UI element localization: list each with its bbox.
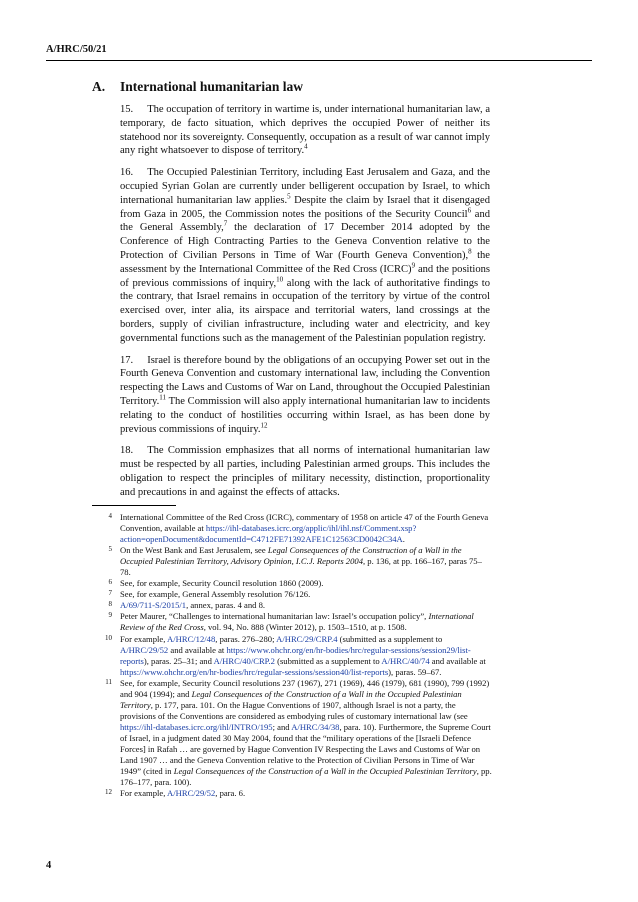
text-run: ), paras. 59–67. [388, 666, 442, 677]
section-letter: A. [92, 79, 106, 94]
reference-link[interactable]: A/69/711-S/2015/1 [120, 600, 187, 611]
paragraph-text [120, 104, 490, 156]
footnote-text [120, 600, 265, 610]
footnote-5 [92, 545, 492, 578]
text-run: , annex, paras. 4 and 8. [186, 600, 266, 611]
text-run: Israel is therefore bound by the obligations of an occupying Power set out in the Fourth Geneva Convention and customary international law, including the Convention respecting the Laws and Customs of War on Land, throughout the Occupied Palestinian Territory. [120, 354, 490, 407]
reference-link[interactable]: https://www.ohchr.org/en/hr-bodies/hrc/regular-sessions/session40/list-reports [120, 666, 389, 677]
footnote-11 [92, 678, 492, 788]
footnote-ref[interactable]: 9 [411, 261, 416, 270]
text-run: For example, [120, 633, 168, 644]
reference-link[interactable]: https://ihl-databases.icrc.org/ihl/INTRO/195 [120, 721, 273, 732]
text-run: The occupation of territory in wartime is, under international humanitarian law, a temporary, de facto situation, which deprives the occupied Power of neither its statehood nor its sovereignty. Consequently, occupation as a result of war cannot imply any right whatsoever to dispose of territory. [120, 104, 490, 157]
text-run: , paras. 276–280; [215, 633, 277, 644]
footnote-number: 10 [105, 633, 112, 642]
paragraph-number: 18. [120, 445, 134, 457]
footnote-number: 7 [108, 589, 112, 598]
text-run: See, for example, General Assembly resolution 76/126. [120, 589, 311, 600]
text-run: the assessment by the International Committee of the Red Cross (ICRC) [120, 249, 490, 275]
footnote-7 [92, 589, 492, 600]
footnote-text [120, 788, 245, 798]
text-run: , p. 177, para. 101. On the Hague Conventions of 1907, although Israel is not a party, the provisions of the Conventions are considered as embodying rules of customary international law (see [120, 699, 468, 721]
reference-link[interactable]: A/HRC/40/CRP.2 [213, 655, 275, 666]
reference-link[interactable]: A/HRC/29/52 [120, 644, 169, 655]
footnote-text [120, 589, 310, 599]
section-title: International humanitarian law [120, 79, 304, 94]
footnote-number: 11 [105, 677, 112, 686]
text-run: Despite the claim by Israel that it disengaged from Gaza in 2005, the Commission notes the positions of the Security Council [120, 194, 490, 220]
footnote-ref[interactable]: 10 [276, 275, 284, 284]
text-run: ), paras. 25–31; and [143, 655, 214, 666]
text-run: and the positions of previous commissions of inquiry, [120, 263, 490, 289]
text-run: and available at [168, 644, 227, 655]
header-rule [46, 60, 592, 61]
paragraph-17 [120, 354, 490, 437]
reference-link[interactable]: A/HRC/12/48 [167, 633, 216, 644]
footnote-8 [92, 600, 492, 611]
footnote-ref[interactable]: 8 [468, 247, 472, 256]
footnote-ref[interactable]: 6 [467, 206, 472, 215]
text-run: The Commission will also apply international humanitarian law to incidents relating to the conduct of hostilities occurring within Israel, as has been done by previous commissions of inquiry. [120, 395, 490, 435]
footnote-text [120, 678, 492, 787]
text-run: , p. 136, at pp. 166–167, paras 75–78. [120, 556, 482, 578]
text-run: The Commission emphasizes that all norms of international humanitarian law must be respected by all parties, including Palestinian armed groups. This includes the obligation to respect the principles of military necessity, distinction, proportionality and precautions in and against the effects of attacks. [120, 445, 490, 498]
paragraph-text [120, 445, 490, 497]
text-run: (submitted as a supplement to [337, 633, 443, 644]
page-number: 4 [46, 860, 52, 871]
paragraph-16 [120, 166, 490, 345]
footnote-number: 9 [108, 611, 112, 620]
text-run: The Occupied Palestinian Territory, including East Jerusalem and Gaza, and the occupied Syrian Golan are currently under belligerent occupation by Israel, to which international humanitarian law applies. [120, 167, 490, 206]
reference-link[interactable]: A/HRC/40/74 [381, 655, 430, 666]
section-heading [92, 79, 303, 95]
reference-link[interactable]: https://www.ohchr.org/en/hr-bodies/hrc/regular-sessions/session29/list-reports [120, 644, 471, 666]
text-run: On the West Bank and East Jerusalem, see [120, 545, 268, 556]
footnote-4 [92, 512, 492, 545]
document-symbol: A/HRC/50/21 [46, 44, 107, 55]
text-run: , pp. 176–177, para. 100). [120, 766, 492, 788]
paragraph-text [120, 355, 490, 435]
italic-title: International Review of the Red Cross [120, 611, 474, 633]
reference-link[interactable]: A/HRC/29/CRP.4 [276, 633, 338, 644]
footnotes [92, 512, 492, 799]
italic-title: Legal Consequences of the Construction of a Wall in the Occupied Palestinian Territory [120, 688, 462, 710]
text-run: For example, [120, 788, 168, 799]
paragraph-number: 15. [120, 104, 134, 115]
footnote-number: 5 [108, 545, 112, 554]
text-run: , vol. 94, No. 888 (Winter 2012), p. 1503–1510, at p. 1508. [203, 622, 407, 633]
footnote-text [120, 611, 474, 632]
footnote-text [120, 545, 482, 577]
footnote-ref[interactable]: 12 [260, 421, 268, 430]
text-run: along with the lack of authoritative findings to the contrary, that Israel remains in occupation of the territory by virtue of the control exercised over, inter alia, its airspace and territorial waters, land crossings at the borders, supply of civilian infrastructure, including water and electricity, and key governmental functions such as the management of the Palestinian population registry. [120, 277, 490, 344]
reference-link[interactable]: https://ihl-databases.icrc.org/applic/ihl/ihl.nsf/Comment.xsp?action=openDocument&documentId=C4712FE71392AFE1C12563CD0042C34A [120, 523, 417, 545]
reference-link[interactable]: A/HRC/29/52 [167, 788, 216, 799]
footnote-12 [92, 788, 492, 799]
paragraph-18 [120, 444, 490, 499]
text-run: See, for example, Security Council resolution 1860 (2009). [120, 578, 324, 589]
paragraph-text [120, 167, 490, 344]
text-run: , para. 6. [215, 788, 246, 799]
footnote-number: 12 [105, 788, 112, 797]
reference-link[interactable]: A/HRC/34/38 [291, 721, 340, 732]
paragraph-number: 16. [120, 167, 134, 179]
text-run: and the General Assembly, [120, 208, 490, 234]
footnote-number: 6 [108, 578, 112, 587]
footnote-9 [92, 611, 492, 633]
footnote-number: 4 [108, 512, 112, 520]
footnote-10 [92, 634, 492, 678]
italic-title: Legal Consequences of the Construction of a Wall in the Occupied Palestinian Territory [173, 766, 477, 777]
text-run: . [402, 534, 405, 545]
paragraph-number: 17. [120, 354, 134, 366]
paragraph-15 [120, 103, 490, 158]
text-run: the declaration of 17 December 2014 adopted by the Conference of High Contracting Parties to the Geneva Convention relative to the Protection of Civilian Persons in Time of War (Fourth Geneva Convention), [120, 222, 490, 261]
footnote-separator [92, 505, 176, 506]
footnote-number: 8 [108, 600, 112, 609]
body-paragraphs [120, 103, 490, 508]
text-run: International Committee of the Red Cross (ICRC), commentary of 1958 on article 47 of the Fourth Geneva Convention, available at [120, 512, 489, 534]
footnote-ref[interactable]: 11 [159, 393, 167, 402]
text-run: ; and [272, 721, 292, 732]
footnote-ref[interactable]: 7 [223, 219, 228, 228]
footnote-ref[interactable]: 5 [287, 192, 291, 201]
footnote-6 [92, 578, 492, 589]
footnote-ref[interactable]: 4 [304, 142, 308, 151]
footnote-text [120, 512, 488, 544]
text-run: See, for example, Security Council resolutions 237 (1967), 271 (1969), 446 (1979), 681 (1990), 799 (1992) and 904 (1994); and [120, 677, 490, 699]
text-run: (submitted as a supplement to [274, 655, 382, 666]
footnote-text [120, 578, 323, 588]
italic-title: Legal Consequences of the Construction of a Wall in the Occupied Palestinian Territory, Advisory Opinion, I.C.J. Reports 2004 [120, 545, 462, 567]
text-run: Peter Maurer, “Challenges to international humanitarian law: Israel’s occupation policy”, [120, 611, 429, 622]
text-run: and available at [429, 655, 486, 666]
footnote-text [120, 634, 486, 677]
text-run: , para. 10). Furthermore, the Supreme Court of Israel, in a judgment dated 30 May 2004, found that the “military operations of the [Israeli Defence Forces] in Rafah … are governed by Hague Convention IV Respecting the Laws and Customs of War on Land 1907 … and the Geneva Convention relative to the Protection of Civilian Persons in Time of War 1949” (cited in [120, 721, 491, 777]
